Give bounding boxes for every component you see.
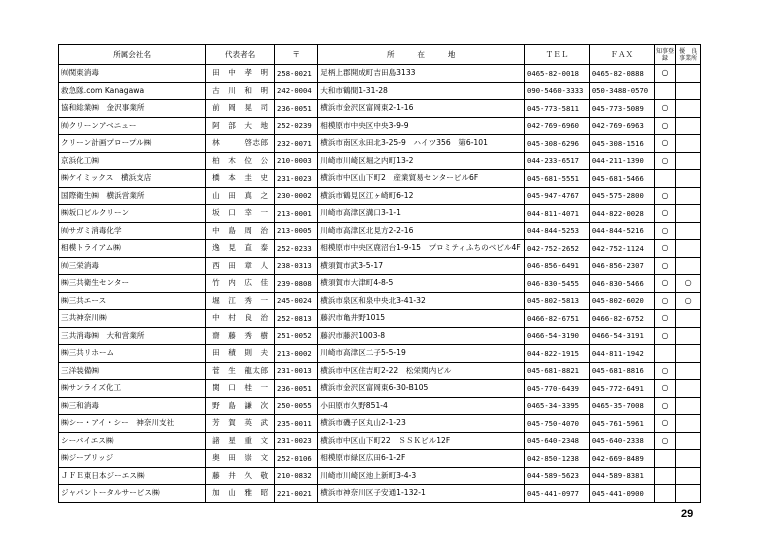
representative-cell: 前 岡 晃 司 xyxy=(206,100,275,118)
fax-cell: 050-3488-0570 xyxy=(589,82,654,100)
zip-cell: 239-0808 xyxy=(275,275,318,293)
zip-cell: 238-0313 xyxy=(275,257,318,275)
tel-cell: 045-308-6296 xyxy=(525,135,590,153)
governor-registered-mark: ○ xyxy=(654,65,676,83)
header-tel: ＴＥＬ xyxy=(525,45,590,65)
zip-cell: 252-0239 xyxy=(275,117,318,135)
header-governor-registered: 知事登録 xyxy=(654,45,676,65)
representative-cell: 奥 田 崇 文 xyxy=(206,450,275,468)
governor-registered-mark xyxy=(654,450,676,468)
company-cell: ＪＦＥ東日本ジーエス㈱ xyxy=(59,467,206,485)
zip-cell: 252-0106 xyxy=(275,450,318,468)
tel-cell: 045-947-4767 xyxy=(525,187,590,205)
representative-cell: 坂 口 幸 一 xyxy=(206,205,275,223)
representative-cell: 野 島 謙 次 xyxy=(206,397,275,415)
table-row xyxy=(59,380,701,398)
table-row xyxy=(59,187,701,205)
address-cell: 川崎市川崎区池上新町3-4-3 xyxy=(318,467,525,485)
zip-cell: 258-0021 xyxy=(275,65,318,83)
fax-cell: 0466-54-3191 xyxy=(589,327,654,345)
address-cell: 川崎市高津区二子5-5-19 xyxy=(318,345,525,363)
governor-registered-mark: ○ xyxy=(654,380,676,398)
company-cell: ㈱シー・アイ・シー 神奈川支社 xyxy=(59,415,206,433)
company-cell: ㈱坂口ビルクリーン xyxy=(59,205,206,223)
excellent-office-mark xyxy=(676,222,701,240)
company-cell: 三洋装備㈱ xyxy=(59,362,206,380)
tel-cell: 044-844-5253 xyxy=(525,222,590,240)
company-cell: 協和総業㈱ 金沢事業所 xyxy=(59,100,206,118)
excellent-office-mark xyxy=(676,170,701,188)
representative-cell: 菅 生 龍太郎 xyxy=(206,362,275,380)
representative-cell: 阿 部 大 地 xyxy=(206,117,275,135)
address-cell: 横浜市中区山下町2 産業貿易センタービル6F xyxy=(318,170,525,188)
table-row xyxy=(59,152,701,170)
excellent-office-mark xyxy=(676,187,701,205)
representative-cell: 山 田 真 之 xyxy=(206,187,275,205)
excellent-office-mark xyxy=(676,310,701,328)
company-cell: ㈱三共衛生センター xyxy=(59,275,206,293)
excellent-office-mark xyxy=(676,117,701,135)
tel-cell: 046-830-5455 xyxy=(525,275,590,293)
zip-cell: 210-0003 xyxy=(275,152,318,170)
table-row xyxy=(59,135,701,153)
zip-cell: 210-0832 xyxy=(275,467,318,485)
fax-cell: 042-769-6963 xyxy=(589,117,654,135)
header-zip: 〒 xyxy=(275,45,318,65)
zip-cell: 235-0011 xyxy=(275,415,318,433)
excellent-office-mark xyxy=(676,100,701,118)
excellent-office-mark xyxy=(676,240,701,258)
company-cell: ㈱ジーブリッジ xyxy=(59,450,206,468)
excellent-office-mark xyxy=(676,257,701,275)
company-cell: ㈲クリーンアベニュー xyxy=(59,117,206,135)
fax-cell: 046-830-5466 xyxy=(589,275,654,293)
address-cell: 横浜市泉区和泉中央北3-41-32 xyxy=(318,292,525,310)
fax-cell: 045-575-2800 xyxy=(589,187,654,205)
table-row xyxy=(59,205,701,223)
governor-registered-mark: ○ xyxy=(654,240,676,258)
fax-cell: 042-669-8489 xyxy=(589,450,654,468)
table-row xyxy=(59,100,701,118)
tel-cell: 042-752-2652 xyxy=(525,240,590,258)
governor-registered-mark: ○ xyxy=(654,327,676,345)
governor-registered-mark: ○ xyxy=(654,432,676,450)
zip-cell: 221-0021 xyxy=(275,485,318,503)
header-row xyxy=(59,45,701,65)
company-cell: ㈱三共エース xyxy=(59,292,206,310)
excellent-office-mark xyxy=(676,205,701,223)
company-directory-table xyxy=(58,44,701,503)
zip-cell: 213-0005 xyxy=(275,222,318,240)
representative-cell: 藤 井 久 敬 xyxy=(206,467,275,485)
governor-registered-mark xyxy=(654,170,676,188)
tel-cell: 0466-82-6751 xyxy=(525,310,590,328)
zip-cell: 252-0813 xyxy=(275,310,318,328)
fax-cell: 045-761-5961 xyxy=(589,415,654,433)
governor-registered-mark xyxy=(654,485,676,503)
zip-cell: 231-0013 xyxy=(275,362,318,380)
representative-cell: 齋 藤 秀 樹 xyxy=(206,327,275,345)
zip-cell: 242-0004 xyxy=(275,82,318,100)
representative-cell: 芳 賀 英 武 xyxy=(206,415,275,433)
fax-cell: 045-802-6020 xyxy=(589,292,654,310)
governor-registered-mark: ○ xyxy=(654,135,676,153)
table-row xyxy=(59,275,701,293)
excellent-office-mark xyxy=(676,345,701,363)
page-number: 29 xyxy=(681,508,694,520)
excellent-office-mark xyxy=(676,450,701,468)
excellent-office-mark: ○ xyxy=(676,292,701,310)
fax-cell: 0465-35-7008 xyxy=(589,397,654,415)
fax-cell: 045-308-1516 xyxy=(589,135,654,153)
address-cell: 川崎市川崎区堀之内町13-2 xyxy=(318,152,525,170)
table-row xyxy=(59,240,701,258)
zip-cell: 245-0024 xyxy=(275,292,318,310)
representative-cell: 林 啓志郎 xyxy=(206,135,275,153)
governor-registered-mark: ○ xyxy=(654,257,676,275)
company-cell: 三共神奈川㈱ xyxy=(59,310,206,328)
company-cell: 国際衛生㈱ 横浜営業所 xyxy=(59,187,206,205)
representative-cell: 西 田 章 人 xyxy=(206,257,275,275)
tel-cell: 090-5460-3333 xyxy=(525,82,590,100)
table-row xyxy=(59,432,701,450)
table-row xyxy=(59,82,701,100)
representative-cell: 堀 江 秀 一 xyxy=(206,292,275,310)
governor-registered-mark xyxy=(654,345,676,363)
representative-cell: 加 山 雅 昭 xyxy=(206,485,275,503)
excellent-office-mark xyxy=(676,467,701,485)
governor-registered-mark: ○ xyxy=(654,397,676,415)
governor-registered-mark: ○ xyxy=(654,275,676,293)
governor-registered-mark: ○ xyxy=(654,415,676,433)
tel-cell: 044-589-5623 xyxy=(525,467,590,485)
company-cell: ㈲サガミ消毒化学 xyxy=(59,222,206,240)
representative-cell: 中 村 良 治 xyxy=(206,310,275,328)
excellent-office-mark xyxy=(676,152,701,170)
fax-cell: 044-822-0028 xyxy=(589,205,654,223)
excellent-office-mark xyxy=(676,327,701,345)
address-cell: 大和市鶴間1-31-28 xyxy=(318,82,525,100)
table-row xyxy=(59,65,701,83)
governor-registered-mark: ○ xyxy=(654,117,676,135)
company-cell: 三共消毒㈱ 大和営業所 xyxy=(59,327,206,345)
representative-cell: 関 口 桂 一 xyxy=(206,380,275,398)
company-cell: 救急隊.com Kanagawa xyxy=(59,82,206,100)
table-row xyxy=(59,397,701,415)
tel-cell: 0465-82-0018 xyxy=(525,65,590,83)
zip-cell: 231-0023 xyxy=(275,432,318,450)
company-cell: クリーン計画プロープル㈱ xyxy=(59,135,206,153)
fax-cell: 045-773-5089 xyxy=(589,100,654,118)
company-cell: ㈱三和消毒 xyxy=(59,397,206,415)
header-company: 所属会社名 xyxy=(59,45,206,65)
tel-cell: 045-640-2348 xyxy=(525,432,590,450)
fax-cell: 045-681-8816 xyxy=(589,362,654,380)
address-cell: 川崎市高津区溝口3-1-1 xyxy=(318,205,525,223)
company-cell: ㈲三栄消毒 xyxy=(59,257,206,275)
company-cell: 相模トライアム㈱ xyxy=(59,240,206,258)
tel-cell: 044-811-4071 xyxy=(525,205,590,223)
tel-cell: 045-681-5551 xyxy=(525,170,590,188)
tel-cell: 042-850-1238 xyxy=(525,450,590,468)
zip-cell: 213-0001 xyxy=(275,205,318,223)
header-fax: ＦＡＸ xyxy=(589,45,654,65)
header-representative: 代表者名 xyxy=(206,45,275,65)
company-cell: ㈱三共リホーム xyxy=(59,345,206,363)
governor-registered-mark: ○ xyxy=(654,292,676,310)
table-row xyxy=(59,310,701,328)
zip-cell: 213-0002 xyxy=(275,345,318,363)
excellent-office-mark: ○ xyxy=(676,275,701,293)
address-cell: 川崎市高津区北見方2-2-16 xyxy=(318,222,525,240)
fax-cell: 0465-82-0888 xyxy=(589,65,654,83)
address-cell: 横浜市中区住吉町2-22 松栄関内ビル xyxy=(318,362,525,380)
fax-cell: 045-772-6491 xyxy=(589,380,654,398)
address-cell: 相模原市緑区広田6-1-2F xyxy=(318,450,525,468)
zip-cell: 250-0055 xyxy=(275,397,318,415)
company-cell: ジャパントータルサービス㈱ xyxy=(59,485,206,503)
governor-registered-mark xyxy=(654,82,676,100)
excellent-office-mark xyxy=(676,362,701,380)
fax-cell: 045-441-0900 xyxy=(589,485,654,503)
address-cell: 小田原市久野851-4 xyxy=(318,397,525,415)
representative-cell: 古 川 和 明 xyxy=(206,82,275,100)
company-cell: ㈱サンライズ化工 xyxy=(59,380,206,398)
header-address: 所 在 地 xyxy=(318,45,525,65)
fax-cell: 044-844-5216 xyxy=(589,222,654,240)
address-cell: 横浜市南区永田北3-25-9 ハイツ356 第6-101 xyxy=(318,135,525,153)
address-cell: 相模原市中央区鹿沼台1-9-15 プロミティふちのべビル4F xyxy=(318,240,525,258)
table-row xyxy=(59,170,701,188)
tel-cell: 045-750-4070 xyxy=(525,415,590,433)
excellent-office-mark xyxy=(676,485,701,503)
fax-cell: 044-589-8381 xyxy=(589,467,654,485)
zip-cell: 230-0002 xyxy=(275,187,318,205)
fax-cell: 044-211-1390 xyxy=(589,152,654,170)
zip-cell: 251-0052 xyxy=(275,327,318,345)
address-cell: 横須賀市大津町4-8-5 xyxy=(318,275,525,293)
address-cell: 横浜市鶴見区江ヶ崎町6-12 xyxy=(318,187,525,205)
address-cell: 横須賀市武3-5-17 xyxy=(318,257,525,275)
governor-registered-mark xyxy=(654,467,676,485)
representative-cell: 諸 星 重 文 xyxy=(206,432,275,450)
table-row xyxy=(59,345,701,363)
address-cell: 藤沢市亀井野1015 xyxy=(318,310,525,328)
company-cell: 京浜化工㈱ xyxy=(59,152,206,170)
company-cell: シーバイエス㈱ xyxy=(59,432,206,450)
tel-cell: 045-802-5813 xyxy=(525,292,590,310)
address-cell: 足柄上郡開成町吉田島3133 xyxy=(318,65,525,83)
table-row xyxy=(59,222,701,240)
address-cell: 横浜市磯子区丸山2-1-23 xyxy=(318,415,525,433)
table-row xyxy=(59,415,701,433)
header-excellent-office: 優 良事業所 xyxy=(676,45,701,65)
excellent-office-mark xyxy=(676,415,701,433)
representative-cell: 田 中 孝 明 xyxy=(206,65,275,83)
excellent-office-mark xyxy=(676,380,701,398)
tel-cell: 044-822-1915 xyxy=(525,345,590,363)
governor-registered-mark: ○ xyxy=(654,187,676,205)
tel-cell: 045-441-0977 xyxy=(525,485,590,503)
governor-registered-mark: ○ xyxy=(654,100,676,118)
table-row xyxy=(59,485,701,503)
representative-cell: 柏 木 位 公 xyxy=(206,152,275,170)
address-cell: 相模原市中央区中央3-9-9 xyxy=(318,117,525,135)
zip-cell: 252-0233 xyxy=(275,240,318,258)
fax-cell: 042-752-1124 xyxy=(589,240,654,258)
table-row xyxy=(59,467,701,485)
table-row xyxy=(59,257,701,275)
fax-cell: 045-681-5466 xyxy=(589,170,654,188)
governor-registered-mark: ○ xyxy=(654,222,676,240)
fax-cell: 0466-82-6752 xyxy=(589,310,654,328)
excellent-office-mark xyxy=(676,82,701,100)
table-row xyxy=(59,327,701,345)
excellent-office-mark xyxy=(676,65,701,83)
address-cell: 藤沢市藤沢1003-8 xyxy=(318,327,525,345)
company-cell: ㈱ケイミックス 横浜支店 xyxy=(59,170,206,188)
zip-cell: 231-0023 xyxy=(275,170,318,188)
fax-cell: 045-640-2338 xyxy=(589,432,654,450)
address-cell: 横浜市神奈川区子安通1-132-1 xyxy=(318,485,525,503)
table-row xyxy=(59,450,701,468)
tel-cell: 044-233-6517 xyxy=(525,152,590,170)
address-cell: 横浜市中区山下町22 ＳＳＫビル12F xyxy=(318,432,525,450)
governor-registered-mark: ○ xyxy=(654,205,676,223)
table-row xyxy=(59,117,701,135)
tel-cell: 046-856-6491 xyxy=(525,257,590,275)
table-row xyxy=(59,362,701,380)
company-cell: ㈲関東消毒 xyxy=(59,65,206,83)
tel-cell: 0465-34-3395 xyxy=(525,397,590,415)
zip-cell: 236-0051 xyxy=(275,380,318,398)
representative-cell: 橋 本 圭 史 xyxy=(206,170,275,188)
fax-cell: 044-811-1942 xyxy=(589,345,654,363)
tel-cell: 045-770-6439 xyxy=(525,380,590,398)
representative-cell: 竹 内 広 佳 xyxy=(206,275,275,293)
excellent-office-mark xyxy=(676,135,701,153)
representative-cell: 田 積 則 夫 xyxy=(206,345,275,363)
governor-registered-mark: ○ xyxy=(654,310,676,328)
address-cell: 横浜市金沢区富岡東6-30-B105 xyxy=(318,380,525,398)
zip-cell: 232-0071 xyxy=(275,135,318,153)
governor-registered-mark: ○ xyxy=(654,152,676,170)
tel-cell: 0466-54-3190 xyxy=(525,327,590,345)
excellent-office-mark xyxy=(676,432,701,450)
table-row xyxy=(59,292,701,310)
zip-cell: 236-0051 xyxy=(275,100,318,118)
excellent-office-mark xyxy=(676,397,701,415)
tel-cell: 045-681-8821 xyxy=(525,362,590,380)
representative-cell: 逸 見 直 泰 xyxy=(206,240,275,258)
governor-registered-mark: ○ xyxy=(654,362,676,380)
representative-cell: 中 島 周 治 xyxy=(206,222,275,240)
tel-cell: 045-773-5811 xyxy=(525,100,590,118)
address-cell: 横浜市金沢区富岡東2-1-16 xyxy=(318,100,525,118)
tel-cell: 042-769-6960 xyxy=(525,117,590,135)
fax-cell: 046-856-2307 xyxy=(589,257,654,275)
